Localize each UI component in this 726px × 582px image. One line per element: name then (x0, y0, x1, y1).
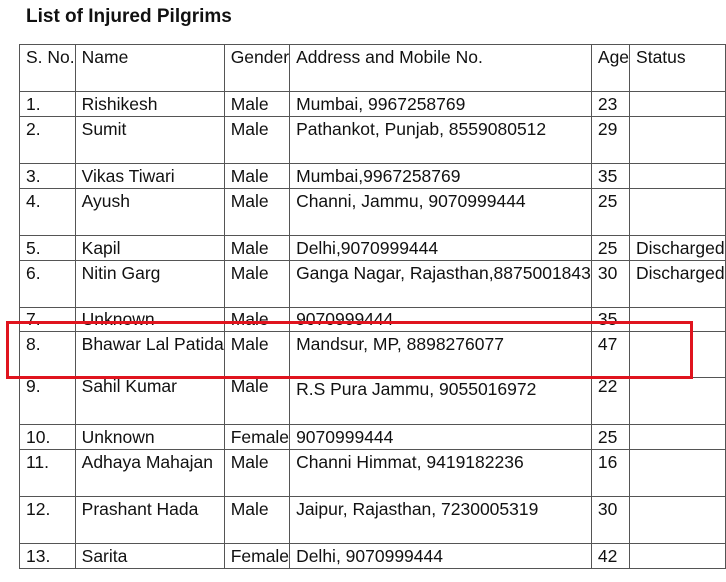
table-row (20, 544, 726, 569)
cell-gender: Male (224, 236, 289, 261)
cell-gender: Female (224, 544, 289, 569)
cell-sno: 10. (20, 425, 76, 450)
cell-age: 30 (591, 497, 629, 544)
cell-address: Delhi,9070999444 (290, 236, 592, 261)
cell-gender: Male (224, 189, 289, 236)
column-header-sno: S. No. (20, 45, 76, 92)
cell-status: Discharged (630, 261, 726, 308)
cell-sno: 3. (20, 164, 76, 189)
cell-gender: Male (224, 92, 289, 117)
cell-name: Bhawar Lal Patida (75, 332, 224, 378)
cell-address: Ganga Nagar, Rajasthan,8875001843 (290, 261, 592, 308)
table-row (20, 497, 726, 544)
cell-name: Nitin Garg (75, 261, 224, 308)
cell-gender: Male (224, 261, 289, 308)
cell-sno: 6. (20, 261, 76, 308)
table-row (20, 92, 726, 117)
cell-sno: 8. (20, 332, 76, 378)
table-row-highlighted (20, 332, 726, 378)
cell-sno: 13. (20, 544, 76, 569)
cell-name: Sahil Kumar (75, 378, 224, 425)
cell-address: Channi, Jammu, 9070999444 (290, 189, 592, 236)
cell-status (630, 450, 726, 497)
cell-status (630, 378, 726, 425)
cell-age: 22 (591, 378, 629, 425)
cell-name: Sumit (75, 117, 224, 164)
cell-status (630, 92, 726, 117)
table-header-row (20, 45, 726, 92)
column-header-address: Address and Mobile No. (290, 45, 592, 92)
cell-name: Adhaya Mahajan (75, 450, 224, 497)
cell-address: 9070999444 (290, 308, 592, 332)
cell-address: 9070999444 (290, 425, 592, 450)
cell-age: 30 (591, 261, 629, 308)
cell-status (630, 308, 726, 332)
cell-status (630, 332, 726, 378)
table-row (20, 261, 726, 308)
cell-status (630, 497, 726, 544)
cell-sno: 1. (20, 92, 76, 117)
cell-address: Mandsur, MP, 8898276077 (290, 332, 592, 378)
cell-name: Ayush (75, 189, 224, 236)
table-row (20, 189, 726, 236)
cell-status (630, 164, 726, 189)
cell-sno: 9. (20, 378, 76, 425)
table-row (20, 164, 726, 189)
column-header-age: Age (591, 45, 629, 92)
cell-gender: Male (224, 378, 289, 425)
cell-address: Pathankot, Punjab, 8559080512 (290, 117, 592, 164)
cell-address: Mumbai, 9967258769 (290, 92, 592, 117)
cell-name: Vikas Tiwari (75, 164, 224, 189)
column-header-name: Name (75, 45, 224, 92)
cell-gender: Male (224, 332, 289, 378)
cell-address: R.S Pura Jammu, 9055016972 (290, 378, 592, 425)
table-row (20, 236, 726, 261)
cell-gender: Male (224, 308, 289, 332)
cell-address: Mumbai,9967258769 (290, 164, 592, 189)
cell-name: Sarita (75, 544, 224, 569)
cell-status (630, 189, 726, 236)
cell-age: 23 (591, 92, 629, 117)
cell-age: 35 (591, 308, 629, 332)
table-row (20, 117, 726, 164)
cell-gender: Male (224, 450, 289, 497)
cell-sno: 4. (20, 189, 76, 236)
cell-status: Discharged (630, 236, 726, 261)
cell-sno: 2. (20, 117, 76, 164)
cell-status (630, 544, 726, 569)
cell-address: Jaipur, Rajasthan, 7230005319 (290, 497, 592, 544)
cell-age: 16 (591, 450, 629, 497)
cell-sno: 11. (20, 450, 76, 497)
cell-gender: Male (224, 117, 289, 164)
table-row (20, 308, 726, 332)
cell-age: 42 (591, 544, 629, 569)
cell-age: 29 (591, 117, 629, 164)
column-header-gender: Gender (224, 45, 289, 92)
cell-status (630, 117, 726, 164)
cell-address: Channi Himmat, 9419182236 (290, 450, 592, 497)
cell-age: 25 (591, 189, 629, 236)
cell-gender: Male (224, 497, 289, 544)
injured-pilgrims-table (19, 44, 726, 569)
cell-gender: Male (224, 164, 289, 189)
cell-address: Delhi, 9070999444 (290, 544, 592, 569)
table-row (20, 450, 726, 497)
cell-gender: Female (224, 425, 289, 450)
column-header-status: Status (630, 45, 726, 92)
table-row (20, 425, 726, 450)
cell-name: Unknown (75, 425, 224, 450)
cell-age: 47 (591, 332, 629, 378)
table-row (20, 378, 726, 425)
cell-name: Rishikesh (75, 92, 224, 117)
cell-name: Prashant Hada (75, 497, 224, 544)
cell-age: 25 (591, 425, 629, 450)
cell-name: Unknown (75, 308, 224, 332)
cell-sno: 12. (20, 497, 76, 544)
cell-name: Kapil (75, 236, 224, 261)
cell-sno: 5. (20, 236, 76, 261)
cell-status (630, 425, 726, 450)
cell-age: 35 (591, 164, 629, 189)
page-title: List of Injured Pilgrims (26, 6, 232, 27)
cell-sno: 7. (20, 308, 76, 332)
cell-age: 25 (591, 236, 629, 261)
